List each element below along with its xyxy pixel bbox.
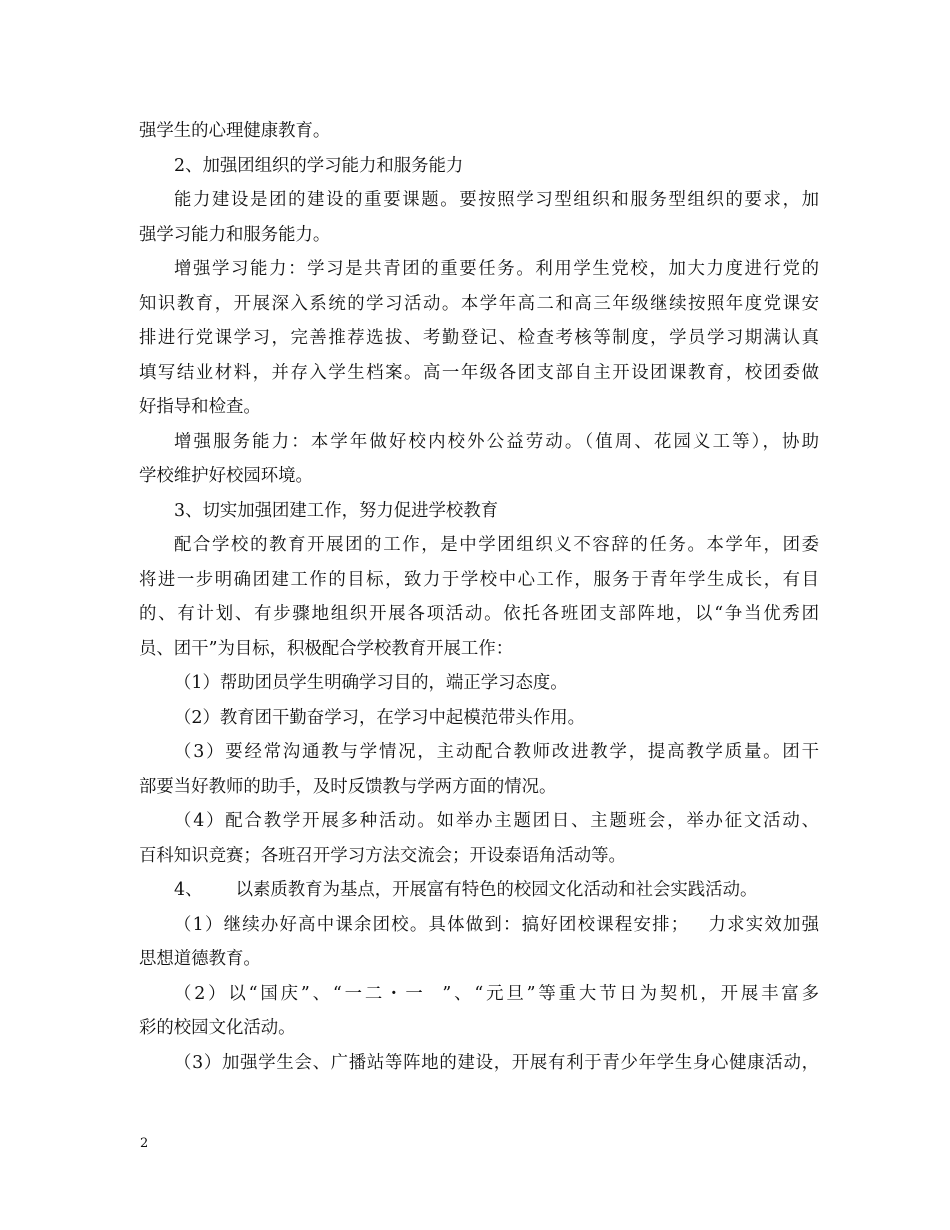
text-line: 强学生的心理健康教育。: [139, 121, 331, 141]
list-item: （1）继续办好高中课余团校。具体做到：搞好团校课程安排； 力求实效加强: [174, 914, 819, 935]
text-line: 知识教育，开展深入系统的学习活动。本学年高二和高三年级继续按照年度党课安: [139, 293, 819, 314]
text-line: 部要当好教师的助手，及时反馈教与学两方面的情况。: [139, 776, 557, 797]
list-item: （2）以“国庆”、“一二・一 ”、“元旦”等重大节日为契机，开展丰富多: [174, 983, 819, 1004]
list-item: （3）加强学生会、广播站等阵地的建设，开展有利于青少年学生身心健康活动，: [174, 1052, 819, 1073]
page-number: 2: [140, 1136, 149, 1151]
text-line: 的、有计划、有步骤地组织开展各项活动。依托各班团支部阵地，以“争当优秀团: [139, 604, 819, 624]
text-line: 填写结业材料，并存入学生档案。高一年级各团支部自主开设团课教育，校团委做: [139, 362, 819, 383]
section-heading: 4、 以素质教育为基点，开展富有特色的校园文化活动和社会实践活动。: [174, 880, 758, 900]
list-item: （3）要经常沟通教与学情况，主动配合教师改进教学，提高教学质量。团干: [174, 742, 819, 762]
text-line: 好指导和检查。: [139, 397, 261, 417]
text-line: 将进一步明确团建工作的目标，致力于学校中心工作，服务于青年学生成长，有目: [139, 569, 819, 590]
section-heading: 2、加强团组织的学习能力和服务能力: [174, 155, 464, 176]
text-line: 百科知识竞赛；各班召开学习方法交流会；开设泰语角活动等。: [139, 845, 626, 866]
text-line: 增强学习能力：学习是共青团的重要任务。利用学生党校，加大力度进行党的: [174, 259, 819, 279]
body-text: [139, 114, 819, 1080]
text-line: 思想道德教育。: [139, 949, 261, 969]
list-item: （4）配合教学开展多种活动。如举办主题团日、主题班会，举办征文活动、: [174, 811, 819, 831]
text-line: 强学习能力和服务能力。: [139, 224, 331, 245]
text-line: 配合学校的教育开展团的工作，是中学团组织义不容辞的任务。本学年，团委: [174, 535, 819, 555]
text-line: 排进行党课学习，完善推荐选拔、考勤登记、检查考核等制度，学员学习期满认真: [139, 328, 819, 348]
text-line: 能力建设是团的建设的重要课题。要按照学习型组织和服务型组织的要求，加: [174, 190, 819, 210]
list-item: （2）教育团干勤奋学习，在学习中起模范带头作用。: [174, 707, 586, 728]
text-line: 彩的校园文化活动。: [139, 1018, 296, 1038]
text-line: 增强服务能力：本学年做好校内校外公益劳动。（值周、花园义工等），协助: [174, 431, 819, 452]
text-line: 员、团干”为目标，积极配合学校教育开展工作：: [139, 638, 514, 659]
list-item: （1）帮助团员学生明确学习目的，端正学习态度。: [174, 673, 568, 693]
text-line: 学校维护好校园环境。: [139, 466, 313, 486]
section-heading: 3、切实加强团建工作，努力促进学校教育: [174, 500, 499, 521]
